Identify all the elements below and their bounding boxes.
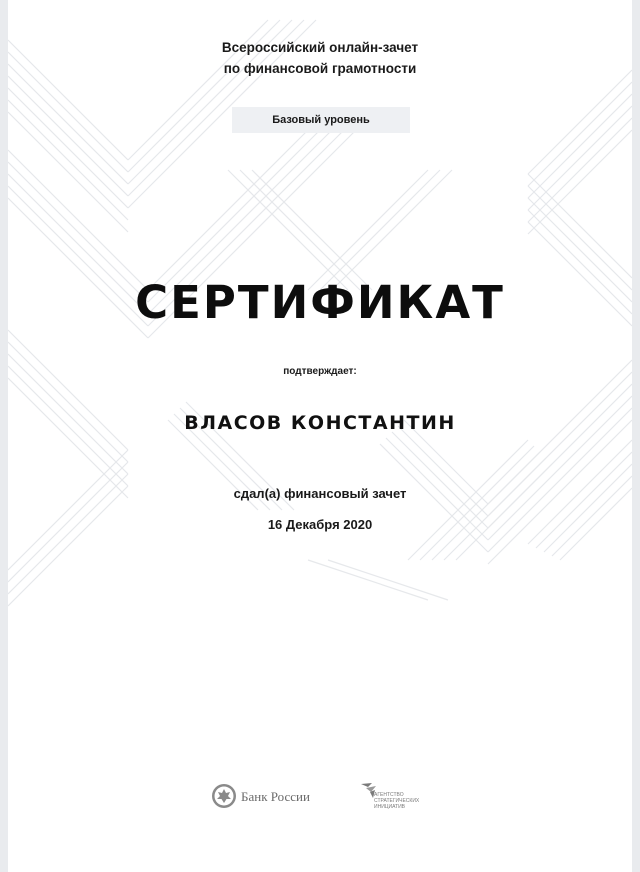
- certificate-title: СЕРТИФИКАТ: [135, 276, 505, 329]
- asi-logo-text: АГЕНТСТВО СТРАТЕГИЧЕСКИХ ИНИЦИАТИВ: [374, 792, 420, 810]
- header-title-line-2: по финансовой грамотности: [223, 61, 417, 76]
- asi-logo: [360, 780, 450, 814]
- recipient-name: ВЛАСОВ КОНСТАНТИН: [184, 412, 456, 434]
- certificate-page: [8, 0, 632, 872]
- eagle-emblem-icon: [211, 783, 237, 809]
- passed-statement: сдал(а) финансовый зачет: [233, 486, 407, 501]
- bank-logo-text: Банк России: [241, 789, 310, 804]
- issue-date: 16 Декабря 2020: [267, 517, 373, 532]
- header-title-line-1: Всероссийский онлайн-зачет: [221, 40, 419, 55]
- confirms-label: подтверждает:: [283, 366, 357, 377]
- level-badge: Базовый уровень: [232, 107, 410, 133]
